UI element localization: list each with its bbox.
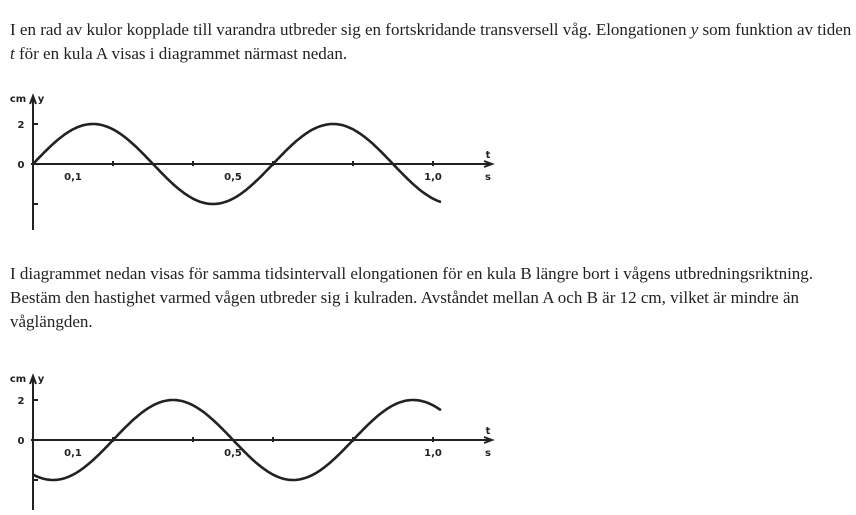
y-axis-label: y	[38, 374, 45, 385]
x-unit-label: s	[485, 448, 491, 459]
y-tick-label: 2	[18, 120, 25, 131]
intro-text-2: som funktion av tiden	[698, 20, 851, 39]
x-tick-label: 0,5	[224, 448, 242, 459]
y-tick-label: 2	[18, 396, 25, 407]
x-tick-label: 0,5	[224, 172, 242, 183]
x-tick-label: 0,1	[64, 448, 82, 459]
graph-ball-b	[0, 370, 520, 515]
problem-intro	[10, 18, 852, 66]
var-y: y	[691, 20, 699, 39]
x-axis-label: t	[486, 426, 491, 437]
x-axis-label: t	[486, 150, 491, 161]
y-tick-label: 0	[18, 160, 25, 171]
x-tick-label: 0,1	[64, 172, 82, 183]
problem-question: I diagrammet nedan visas för samma tidsintervall elongationen för en kula B längre bort i vågens utbredningsriktning. Bestäm den hastighet varmed vågen utbreder sig i kulraden. Avståndet mellan A och B är 12 cm, vilket är mindre än våglängden.	[10, 262, 852, 334]
var-t: t	[10, 44, 15, 63]
y-unit-label: cm	[10, 94, 26, 105]
intro-text-3: för en kula A visas i diagrammet närmast nedan.	[15, 44, 347, 63]
intro-text-1: I en rad av kulor kopplade till varandra utbreder sig en fortskridande transversell våg. Elongationen	[10, 20, 691, 39]
y-tick-label: 0	[18, 436, 25, 447]
x-unit-label: s	[485, 172, 491, 183]
x-tick-label: 1,0	[424, 172, 442, 183]
graph-ball-a	[0, 88, 520, 238]
y-axis-label: y	[38, 94, 45, 105]
x-tick-label: 1,0	[424, 448, 442, 459]
y-unit-label: cm	[10, 374, 26, 385]
